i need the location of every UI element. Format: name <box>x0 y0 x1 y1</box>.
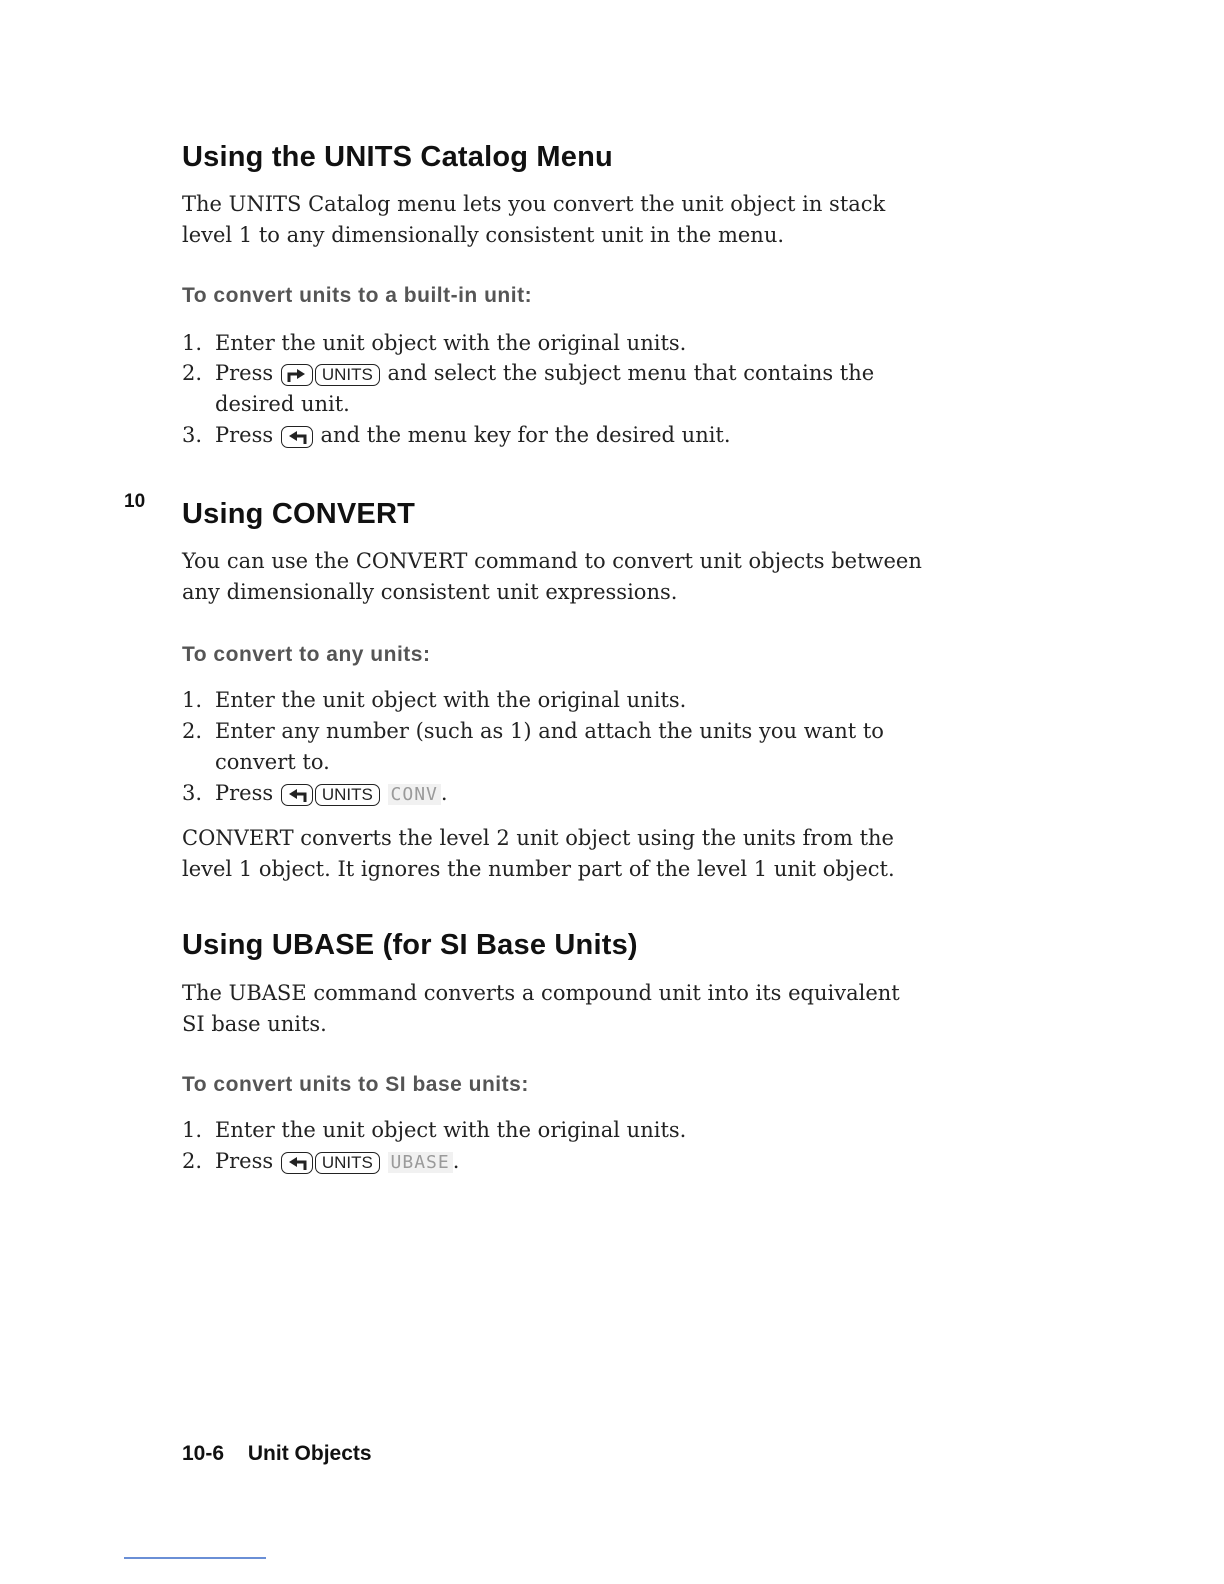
step-number: 3. <box>182 781 203 805</box>
section2-subheading: To convert to any units: <box>182 643 431 666</box>
step-text <box>215 781 448 806</box>
page-number: 10-6 <box>182 1442 225 1465</box>
step-text <box>215 1149 459 1174</box>
chapter-title: Unit Objects <box>247 1442 372 1465</box>
press-word: Press <box>215 781 274 805</box>
period: . <box>440 781 448 805</box>
step-text: Enter the unit object with the original units. <box>215 331 687 355</box>
step-number: 2. <box>182 719 203 743</box>
left-shift-key-icon <box>281 1152 313 1174</box>
press-word: Press <box>215 1149 274 1173</box>
press-word: Press <box>215 423 274 447</box>
section-heading-convert: Using CONVERT <box>182 498 415 530</box>
section2-intro-line1: You can use the CONVERT command to convert unit objects between <box>182 549 922 573</box>
step-text-rest: and select the subject menu that contains the <box>387 361 875 385</box>
section3-intro-line2: SI base units. <box>182 1012 327 1036</box>
step-text-rest: and the menu key for the desired unit. <box>320 423 731 447</box>
step-text <box>215 423 731 448</box>
section3-subheading: To convert units to SI base units: <box>182 1073 529 1096</box>
bottom-rule <box>124 1557 266 1559</box>
section1-intro-line2: level 1 to any dimensionally consistent unit in the menu. <box>182 223 785 247</box>
left-shift-key-icon <box>281 784 313 806</box>
step-number: 2. <box>182 1149 203 1173</box>
step-number: 2. <box>182 361 203 385</box>
units-key: UNITS <box>315 1152 380 1174</box>
section1-intro-line1: The UNITS Catalog menu lets you convert the unit object in stack <box>182 192 886 216</box>
page-footer <box>182 1442 372 1466</box>
units-key: UNITS <box>315 784 380 806</box>
section-heading-ubase: Using UBASE (for SI Base Units) <box>182 929 638 961</box>
step-text: Enter any number (such as 1) and attach the units you want to <box>215 719 884 743</box>
section1-subheading: To convert units to a built-in unit: <box>182 284 533 307</box>
press-word: Press <box>215 361 274 385</box>
section3-intro-line1: The UBASE command converts a compound unit into its equivalent <box>182 981 900 1005</box>
section2-after-line1: CONVERT converts the level 2 unit object using the units from the <box>182 826 894 850</box>
step-text: Enter the unit object with the original units. <box>215 688 687 712</box>
ubase-menu-label: UBASE <box>388 1152 453 1173</box>
units-key: UNITS <box>315 364 380 386</box>
step-number: 1. <box>182 331 203 355</box>
step-number: 3. <box>182 423 203 447</box>
step-text: Enter the unit object with the original units. <box>215 1118 687 1142</box>
step-number: 1. <box>182 688 203 712</box>
section2-after-line2: level 1 object. It ignores the number part of the level 1 unit object. <box>182 857 895 881</box>
right-shift-key-icon <box>281 364 313 386</box>
section2-intro-line2: any dimensionally consistent unit expressions. <box>182 580 678 604</box>
step-text-continued: convert to. <box>215 750 330 774</box>
step-number: 1. <box>182 1118 203 1142</box>
step-text <box>215 361 874 386</box>
left-shift-key-icon <box>281 426 313 448</box>
conv-menu-label: CONV <box>388 784 441 805</box>
step-text-continued: desired unit. <box>215 392 350 416</box>
period: . <box>452 1149 460 1173</box>
section-heading-units-catalog: Using the UNITS Catalog Menu <box>182 141 613 173</box>
chapter-tab: 10 <box>124 491 146 512</box>
